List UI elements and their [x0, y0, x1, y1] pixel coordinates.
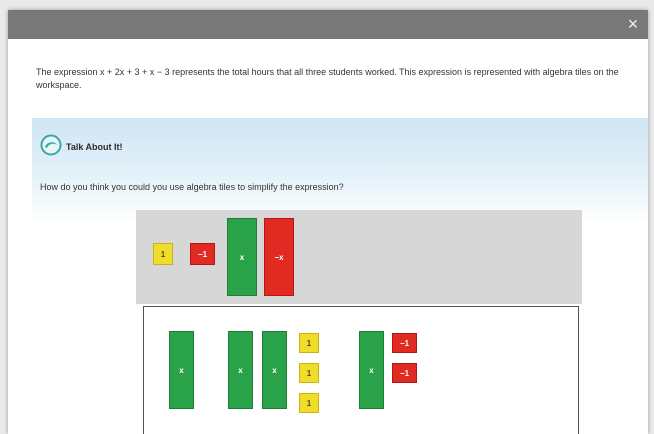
dialog-titlebar	[8, 10, 648, 39]
tile-label: x	[369, 365, 374, 375]
dialog-window	[8, 10, 648, 434]
workspace-unit-tile[interactable]	[299, 363, 319, 383]
tile-label: 1	[306, 398, 312, 408]
tile-bank-x-negative[interactable]	[264, 218, 294, 296]
tile-bank-unit-negative[interactable]	[190, 243, 215, 265]
talk-about-it-title: Talk About It!	[66, 142, 123, 152]
talk-about-it-panel	[32, 118, 648, 222]
workspace-x-tile[interactable]	[169, 331, 194, 409]
workspace-negative-unit-tile[interactable]	[392, 333, 417, 353]
tile-label: −1	[399, 368, 410, 378]
tile-bank	[136, 210, 582, 304]
tile-label: 1	[306, 338, 312, 348]
tile-bank-unit-positive[interactable]	[153, 243, 173, 265]
intro-text: The expression x + 2x + 3 + x − 3 represents the total hours that all three students worked. This expression is represented with algebra tiles on the workspace.	[36, 67, 619, 90]
workspace-x-tile[interactable]	[359, 331, 384, 409]
workspace-unit-tile[interactable]	[299, 333, 319, 353]
workspace-negative-unit-tile[interactable]	[392, 363, 417, 383]
tile-label: −x	[274, 252, 284, 262]
workspace-x-tile[interactable]	[228, 331, 253, 409]
talk-about-it-question: How do you think you could you use algebra tiles to simplify the expression?	[40, 182, 344, 192]
tile-label: 1	[160, 249, 166, 259]
tile-label: x	[272, 365, 277, 375]
tile-label: −1	[399, 338, 410, 348]
tile-bank-x-positive[interactable]	[227, 218, 257, 296]
workspace[interactable]	[143, 306, 579, 434]
tile-label: x	[179, 365, 184, 375]
tile-label: x	[238, 365, 243, 375]
close-icon[interactable]: ×	[627, 14, 639, 34]
speech-bubble-icon	[40, 134, 62, 156]
tile-label: x	[239, 252, 245, 262]
workspace-x-tile[interactable]	[262, 331, 287, 409]
tile-label: −1	[197, 249, 208, 259]
tile-label: 1	[306, 368, 312, 378]
workspace-unit-tile[interactable]	[299, 393, 319, 413]
